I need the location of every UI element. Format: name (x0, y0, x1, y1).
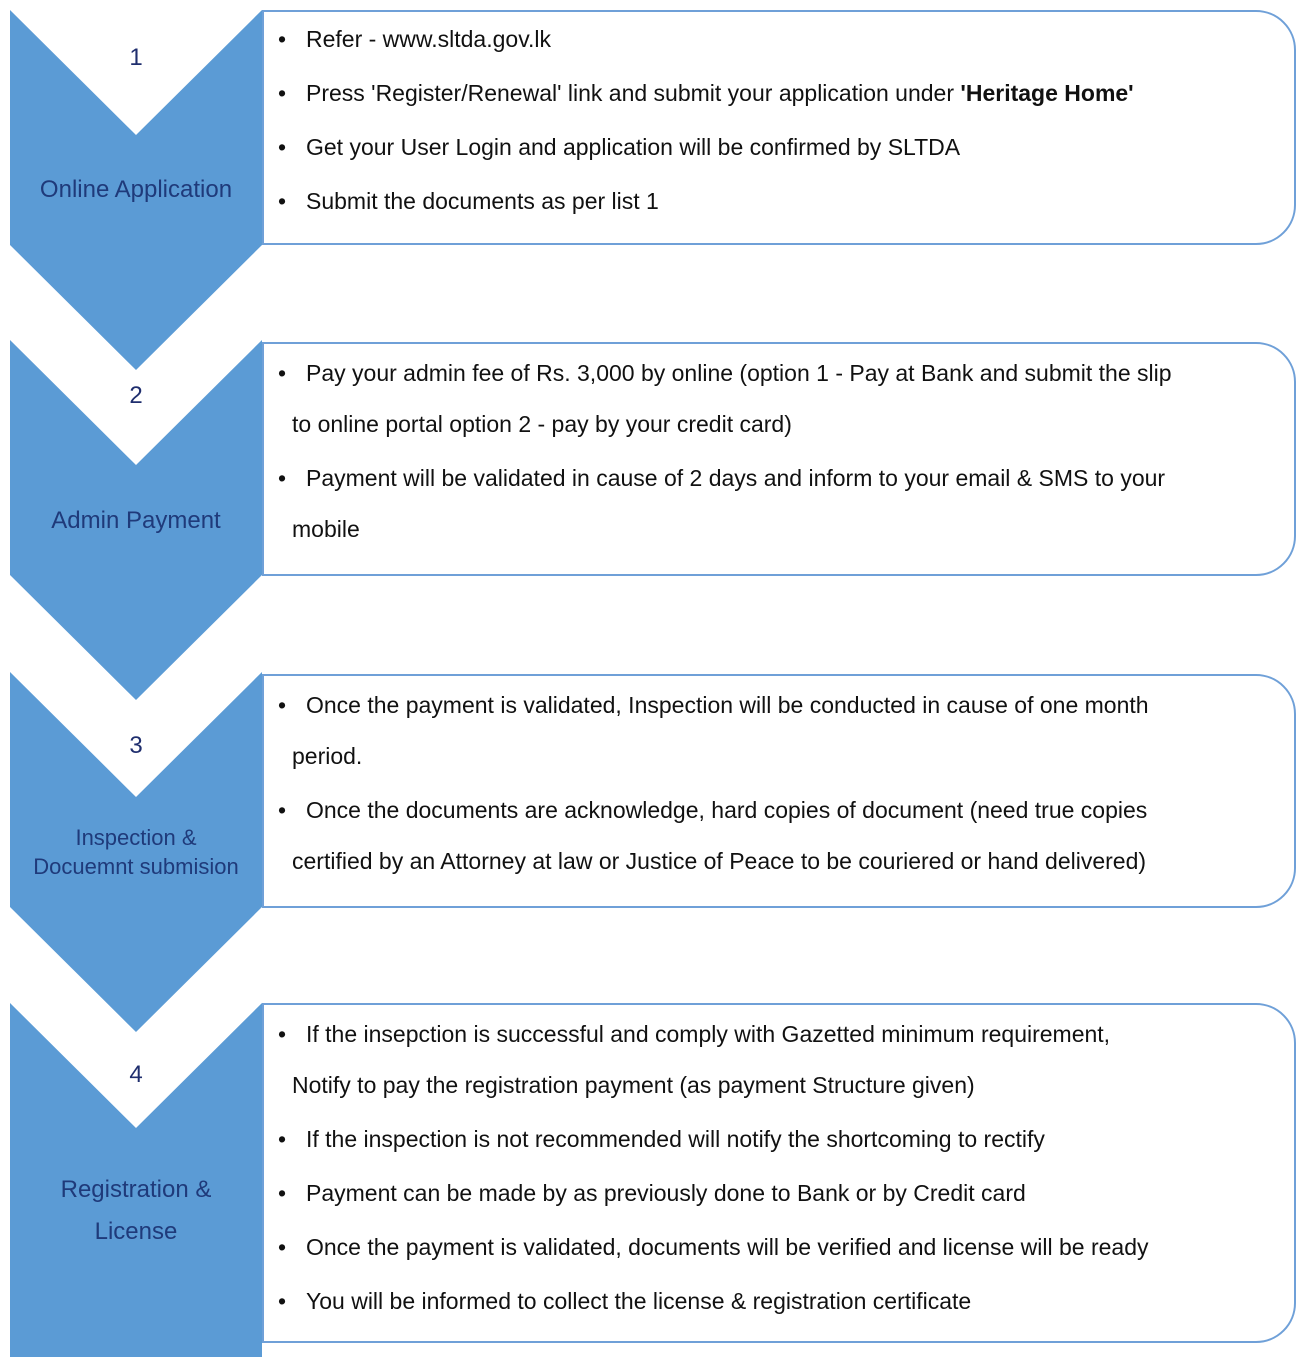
step-2-chevron (10, 340, 262, 705)
step-number: 2 (129, 382, 143, 409)
bullet-item: • Payment will be validated in cause of 2 days and inform to your email & SMS to your mobile (292, 453, 1274, 555)
step-number: 1 (129, 44, 143, 71)
bullet-item: • If the insepction is successful and comply with Gazetted minimum requirement, Notify to pay the registration payment (as payment Structure given) (292, 1009, 1274, 1111)
step-title-line: Inspection & (75, 825, 197, 850)
step-1-details (262, 10, 1296, 245)
step-3-details (262, 674, 1296, 908)
step-title-line: License (94, 1218, 178, 1245)
step-title (10, 824, 262, 881)
step-4-details (262, 1003, 1296, 1343)
step-4 (0, 1003, 1303, 1357)
bullet-item: • Refer - www.sltda.gov.lk (292, 14, 1274, 65)
bullet-list (264, 1005, 1294, 1327)
step-number: 3 (129, 732, 143, 759)
bullet-item: • Press 'Register/Renewal' link and submit your application under 'Heritage Home' (292, 68, 1274, 119)
step-2 (0, 340, 1303, 705)
step-3-chevron (10, 672, 262, 1037)
bullet-item: • If the inspection is not recommended will notify the shortcoming to rectify (292, 1114, 1274, 1165)
step-title: Admin Payment (51, 507, 221, 534)
bullet-item: • Submit the documents as per list 1 (292, 176, 1274, 227)
bullet-item: • Pay your admin fee of Rs. 3,000 by online (option 1 - Pay at Bank and submit the slip to online portal option 2 - pay by your credit card) (292, 348, 1274, 450)
step-1-chevron (10, 0, 262, 370)
step-title-line: Docuemnt submision (33, 853, 239, 879)
bullet-list (264, 12, 1294, 227)
bullet-item: • Once the documents are acknowledge, hard copies of document (need true copies certified by an Attorney at law or Justice of Peace to be couriered or hand delivered) (292, 785, 1274, 887)
bullet-item: • Get your User Login and application will be confirmed by SLTDA (292, 122, 1274, 173)
step-number: 4 (129, 1061, 143, 1088)
step-4-chevron (10, 1003, 262, 1357)
bullet-item: • Payment can be made by as previously done to Bank or by Credit card (292, 1168, 1274, 1219)
bullet-item: • Once the payment is validated, documents will be verified and license will be ready (292, 1222, 1274, 1273)
step-1 (0, 0, 1303, 370)
step-title (10, 1169, 262, 1253)
step-3 (0, 672, 1303, 1037)
step-title: Online Application (39, 176, 233, 203)
step-2-details (262, 342, 1296, 576)
bullet-list (264, 676, 1294, 887)
bullet-item: • Once the payment is validated, Inspection will be conducted in cause of one month period. (292, 680, 1274, 782)
bullet-list (264, 344, 1294, 555)
bullet-item: • You will be informed to collect the license & registration certificate (292, 1276, 1274, 1327)
step-title-line: Registration & (60, 1176, 212, 1203)
